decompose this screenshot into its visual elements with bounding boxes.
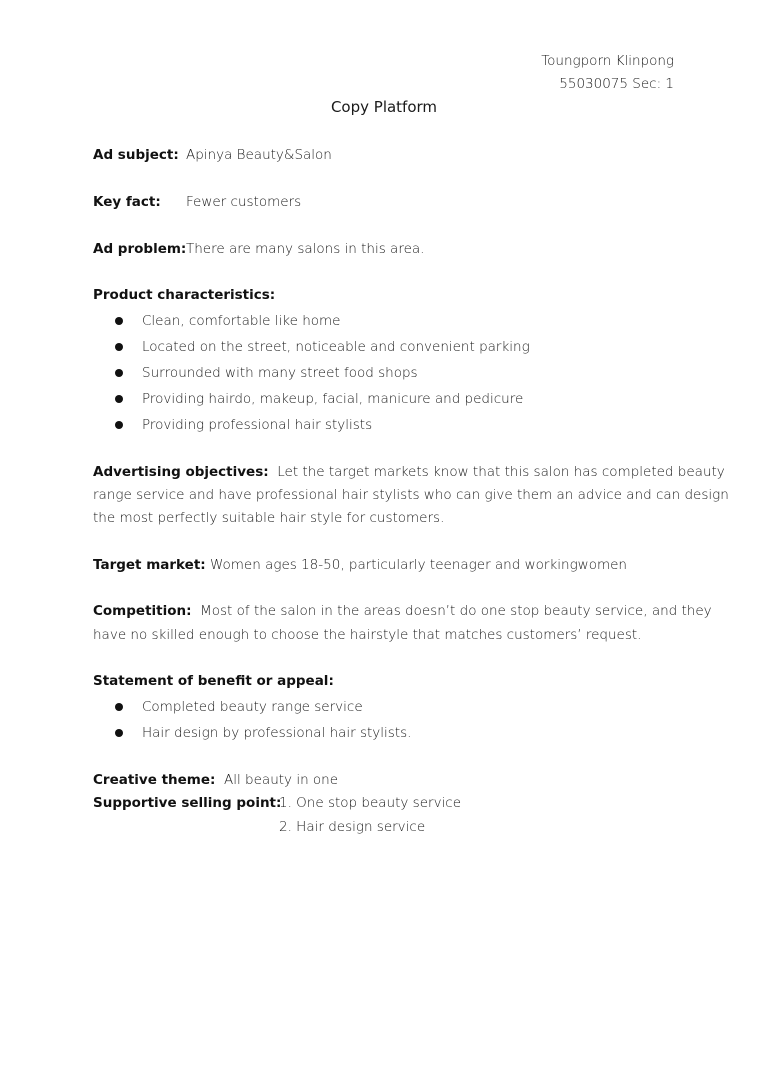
list-item [112, 338, 530, 356]
bullet-icon [115, 369, 123, 377]
supportive-selling-point-label: Supportive selling point: [93, 795, 282, 811]
key-fact-label: Key fact: [93, 194, 161, 210]
list-item-text: Clean, comfortable like home [142, 313, 341, 329]
page-title: Copy Platform [330, 98, 438, 116]
list-item [112, 724, 411, 742]
list-item [112, 364, 418, 382]
student-id-section: 55030075 Sec: 1 [559, 76, 674, 92]
list-item [112, 416, 372, 434]
ad-problem-label: Ad problem: [93, 241, 187, 257]
competition-line-1 [93, 602, 712, 620]
target-market-label: Target market: [93, 557, 206, 573]
competition-text: Most of the salon in the areas doesn’t do one stop beauty service, and they [200, 603, 712, 619]
creative-theme [93, 771, 338, 789]
supportive-selling-point-item: 1. One stop beauty service [279, 795, 462, 811]
creative-theme-value: All beauty in one [224, 772, 339, 788]
list-item-text: Located on the street, noticeable and convenient parking [142, 339, 530, 355]
bullet-icon [115, 395, 123, 403]
ad-subject-label: Ad subject: [93, 147, 179, 163]
ad-problem-value: There are many salons in this area. [186, 241, 425, 257]
bullet-icon [115, 421, 123, 429]
advertising-objectives-line-2: range service and have professional hair stylists who can give them an advice and can design [93, 487, 729, 503]
list-item-text: Surrounded with many street food shops [142, 365, 418, 381]
bullet-icon [115, 343, 123, 351]
list-item-text: Hair design by professional hair stylists. [142, 725, 412, 741]
ad-subject-value: Apinya Beauty&Salon [186, 147, 332, 163]
list-item-text: Providing professional hair stylists [142, 417, 373, 433]
list-item [112, 698, 363, 716]
author-name: Toungporn Klinpong [541, 53, 674, 69]
competition-line-2: have no skilled enough to choose the hairstyle that matches customers’ request. [93, 627, 642, 643]
target-market [93, 556, 627, 574]
target-market-value: Women ages 18-50, particularly teenager and workingwomen [209, 557, 627, 573]
bullet-icon [115, 703, 123, 711]
list-item-text: Providing hairdo, makeup, facial, manicure and pedicure [142, 391, 524, 407]
advertising-objectives-label: Advertising objectives: [93, 464, 269, 480]
list-item [112, 312, 340, 330]
creative-theme-label: Creative theme: [93, 772, 216, 788]
bullet-icon [115, 729, 123, 737]
supportive-selling-point-item: 2. Hair design service [279, 819, 426, 835]
competition-label: Competition: [93, 603, 192, 619]
advertising-objectives-line-3: the most perfectly suitable hair style for customers. [93, 510, 445, 526]
list-item-text: Completed beauty range service [142, 699, 363, 715]
bullet-icon [115, 317, 123, 325]
advertising-objectives-line-1 [93, 463, 725, 481]
advertising-objectives-text: Let the target markets know that this salon has completed beauty [277, 464, 725, 480]
statement-of-benefit-label: Statement of benefit or appeal: [93, 673, 334, 689]
key-fact-value: Fewer customers [186, 194, 302, 210]
list-item [112, 390, 523, 408]
product-characteristics-label: Product characteristics: [93, 287, 276, 303]
